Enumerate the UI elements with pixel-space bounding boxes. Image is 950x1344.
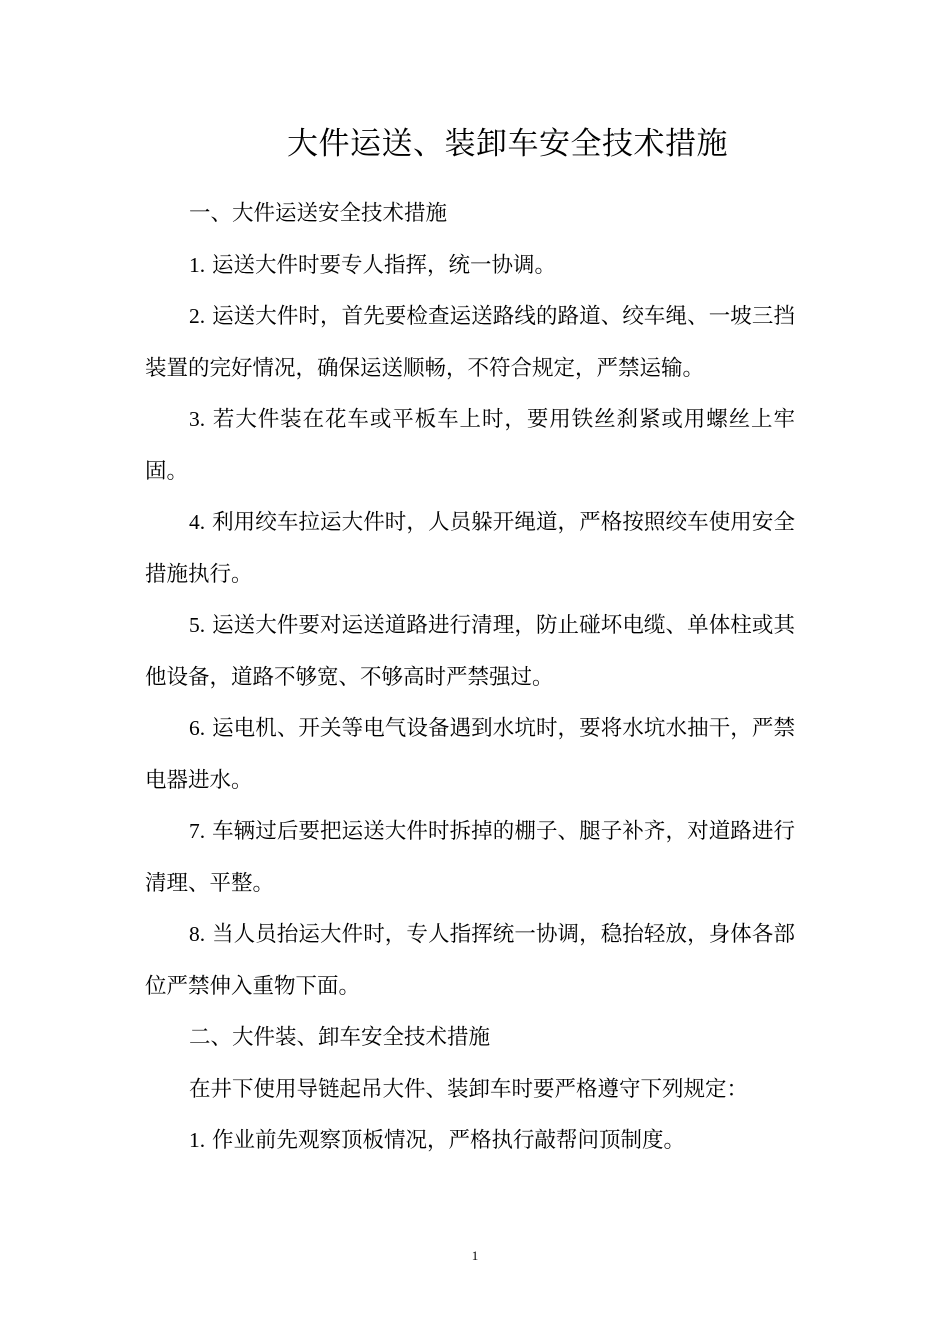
list-item-text: 作业前先观察顶板情况，严格执行敲帮问顶制度。	[211, 1128, 685, 1153]
list-item-number: 5.	[189, 613, 206, 637]
list-item	[145, 600, 795, 703]
intro-paragraph	[145, 1064, 795, 1116]
list-item-text: 利用绞车拉运大件时，人员躲开绳道，严格按照绞车使用安全措施执行。	[145, 510, 795, 587]
page-number: 1	[471, 1248, 479, 1263]
list-item-text: 当人员抬运大件时，专人指挥统一协调，稳抬轻放，身体各部位严禁伸入重物下面。	[145, 922, 795, 999]
section-heading-2-text: 二、大件装、卸车安全技术措施	[189, 1025, 491, 1050]
list-item-text: 若大件装在花车或平板车上时，要用铁丝刹紧或用螺丝上牢固。	[145, 407, 795, 484]
intro-paragraph-text: 在井下使用导链起吊大件、装卸车时要严格遵守下列规定：	[189, 1076, 749, 1102]
list-item	[145, 1115, 795, 1167]
list-item-text: 运送大件时，首先要检查运送路线的路道、绞车绳、一坡三挡装置的完好情况，确保运送顺畅，不符合规定，严禁运输。	[145, 304, 795, 381]
list-item	[145, 240, 795, 292]
list-item	[145, 806, 795, 909]
list-item	[145, 703, 795, 806]
section-heading-1-text: 一、大件运送安全技术措施	[189, 201, 448, 226]
list-item-number: 6.	[189, 716, 206, 740]
section-heading-1	[145, 188, 795, 240]
list-item-text: 运送大件时要专人指挥，统一协调。	[211, 252, 556, 278]
list-item-number: 4.	[189, 510, 206, 534]
list-item-number: 1.	[189, 252, 206, 277]
list-item	[145, 497, 795, 600]
list-item-text: 运电机、开关等电气设备遇到水坑时，要将水坑水抽干，严禁电器进水。	[145, 716, 795, 793]
section-heading-2	[145, 1012, 795, 1064]
list-item	[145, 909, 795, 1012]
document-body	[145, 188, 795, 1167]
document-title: 大件运送、装卸车安全技术措施	[287, 126, 728, 162]
list-item	[145, 291, 795, 394]
list-item	[145, 394, 795, 497]
list-item-text: 车辆过后要把运送大件时拆掉的棚子、腿子补齐，对道路进行清理、平整。	[145, 819, 795, 896]
list-item-number: 3.	[189, 407, 206, 431]
list-item-number: 8.	[189, 922, 206, 946]
list-item-number: 2.	[189, 304, 206, 328]
list-item-number: 7.	[189, 819, 206, 843]
list-item-number: 1.	[189, 1128, 206, 1152]
list-item-text: 运送大件要对运送道路进行清理，防止碰坏电缆、单体柱或其他设备，道路不够宽、不够高时严禁强过。	[145, 613, 795, 690]
